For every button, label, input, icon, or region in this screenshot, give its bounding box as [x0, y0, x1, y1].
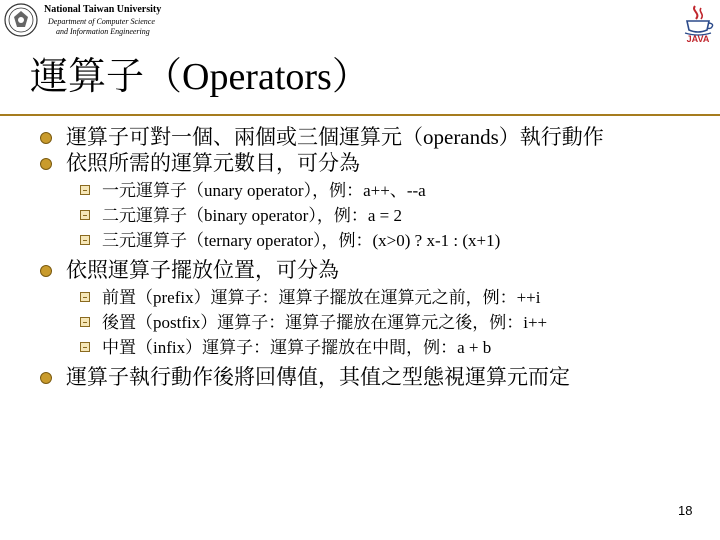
bullet-text: 運算子執行動作後將回傳值，其值之型態視運算元而定	[66, 365, 570, 389]
square-bullet-icon	[80, 342, 90, 352]
sub-bullet-text: 前置（prefix）運算子：運算子擺放在運算元之前，例：++i	[102, 288, 541, 307]
sub-bullet-text: 後置（postfix）運算子：運算子擺放在運算元之後，例：i++	[102, 313, 548, 332]
square-bullet-icon	[80, 235, 90, 245]
bullet-item	[40, 150, 710, 253]
bullet-text: 運算子可對一個、兩個或三個運算元（operands）執行動作	[66, 125, 604, 149]
slide-title: 運算子（Operators）	[30, 56, 370, 98]
round-bullet-icon	[40, 158, 52, 170]
square-bullet-icon	[80, 185, 90, 195]
title-divider	[0, 114, 720, 116]
department-name	[48, 17, 155, 37]
java-logo	[678, 2, 718, 44]
university-name: National Taiwan University	[44, 4, 162, 15]
round-bullet-icon	[40, 372, 52, 384]
bullet-list	[40, 124, 710, 390]
round-bullet-icon	[40, 132, 52, 144]
sub-bullet-text: 一元運算子（unary operator），例：a++、--a	[102, 181, 426, 200]
sub-bullet-list	[66, 178, 710, 253]
round-bullet-icon	[40, 265, 52, 277]
sub-bullet-text: 二元運算子（binary operator），例：a = 2	[102, 206, 402, 225]
square-bullet-icon	[80, 292, 90, 302]
square-bullet-icon	[80, 210, 90, 220]
sub-bullet-item	[66, 335, 710, 360]
sub-bullet-item	[66, 310, 710, 335]
sub-bullet-list	[66, 285, 710, 360]
bullet-item	[40, 257, 710, 360]
department-line-1: Department of Computer Science	[48, 17, 155, 26]
bullet-item	[40, 364, 710, 390]
sub-bullet-item	[66, 228, 710, 253]
university-seal-logo	[4, 3, 38, 37]
sub-bullet-item	[66, 178, 710, 203]
bullet-text: 依照所需的運算元數目，可分為	[66, 151, 360, 175]
sub-bullet-item	[66, 285, 710, 310]
svg-text:JAVA: JAVA	[686, 34, 710, 44]
sub-bullet-text: 三元運算子（ternary operator），例：(x>0) ? x-1 : (x+1)	[102, 231, 501, 250]
bullet-item	[40, 124, 710, 150]
bullet-text: 依照運算子擺放位置，可分為	[66, 258, 339, 282]
page-number: 18	[678, 503, 693, 518]
sub-bullet-text: 中置（infix）運算子：運算子擺放在中間，例：a + b	[102, 338, 492, 357]
square-bullet-icon	[80, 317, 90, 327]
department-line-2: and Information Engineering	[56, 27, 150, 36]
sub-bullet-item	[66, 203, 710, 228]
